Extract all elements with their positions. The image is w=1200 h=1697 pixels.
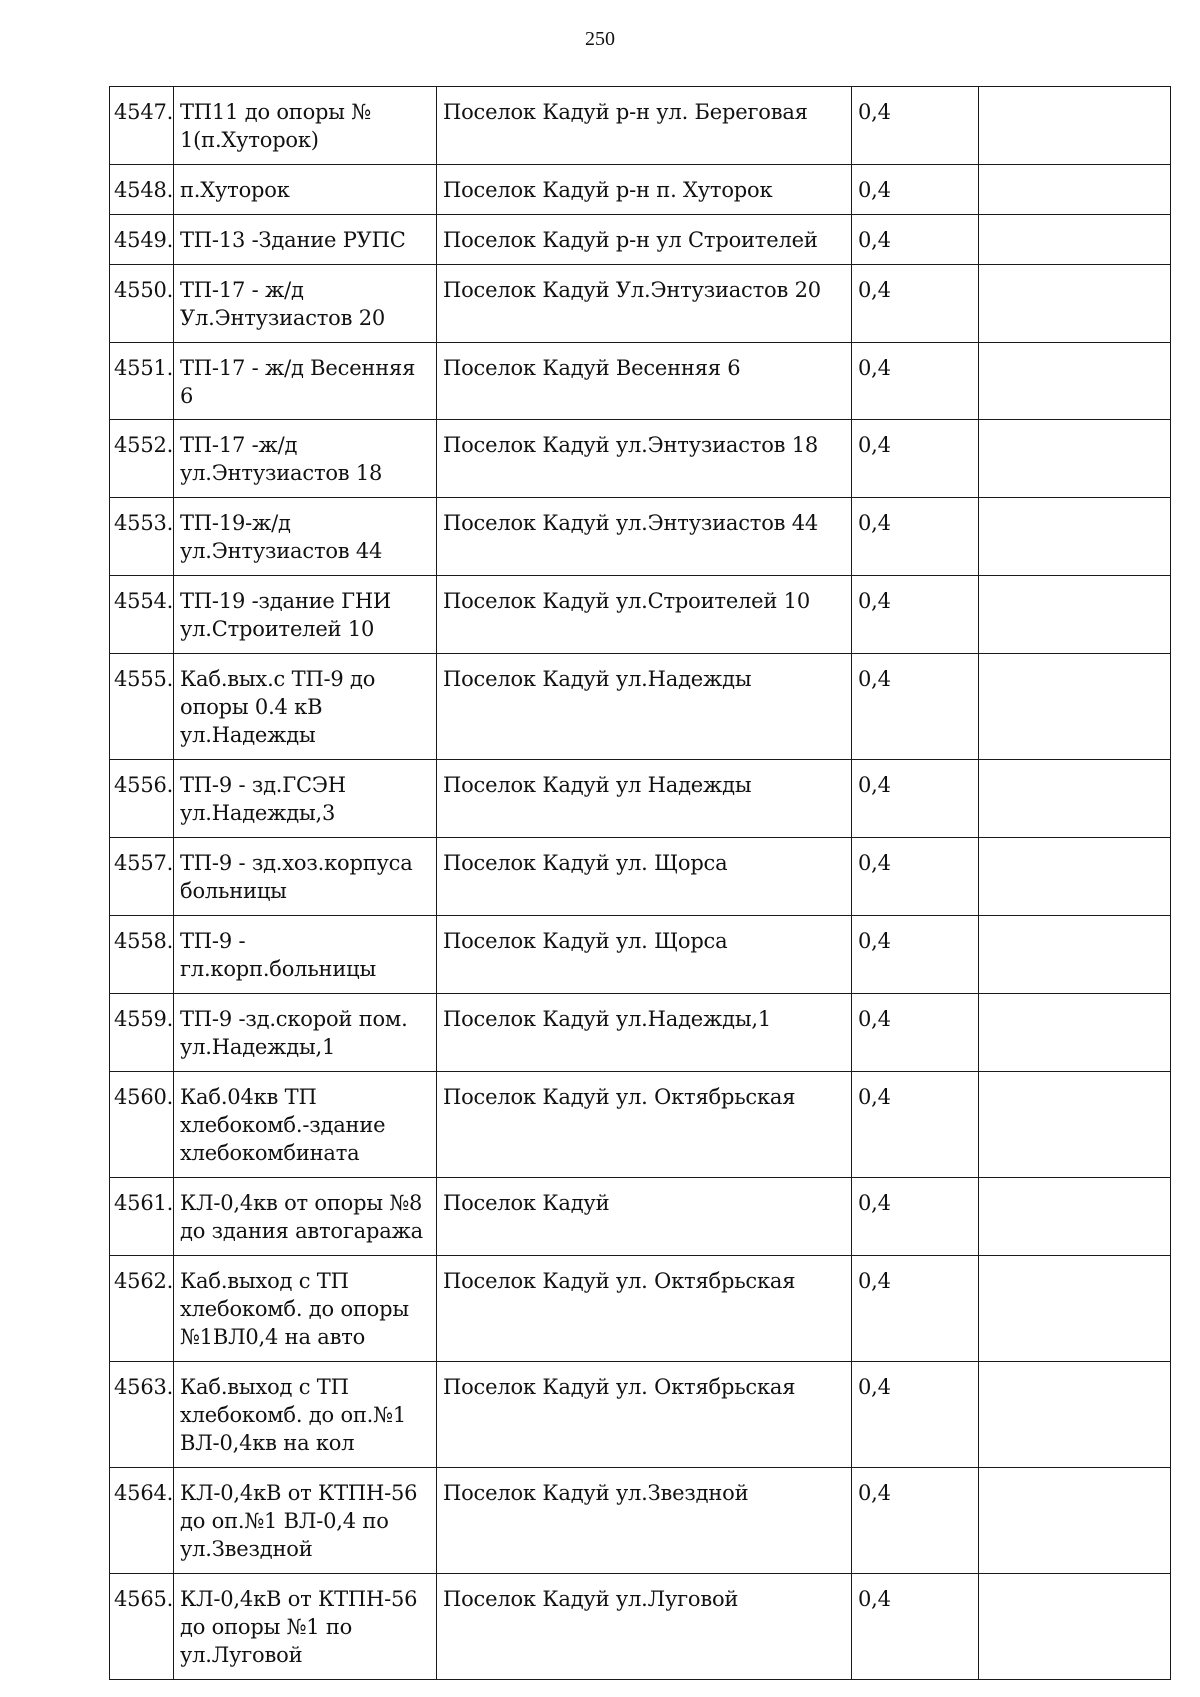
empty-cell [979, 1072, 1171, 1178]
table-row [110, 994, 1171, 1072]
empty-cell [979, 1468, 1171, 1574]
table-row [110, 498, 1171, 576]
row-number: 4555. [110, 654, 174, 760]
empty-cell [979, 760, 1171, 838]
row-number: 4557. [110, 838, 174, 916]
object-name: КЛ-0,4кВ от КТПН-56 до оп.№1 ВЛ-0,4 по ул.Звездной [174, 1468, 437, 1574]
row-number: 4559. [110, 994, 174, 1072]
voltage-value: 0,4 [852, 1178, 979, 1256]
voltage-value: 0,4 [852, 87, 979, 165]
voltage-value: 0,4 [852, 1574, 979, 1680]
object-address: Поселок Кадуй ул.Звездной [437, 1468, 852, 1574]
object-address: Поселок Кадуй Весенняя 6 [437, 343, 852, 420]
table-row [110, 576, 1171, 654]
object-name: Каб.выход с ТП хлебокомб. до опоры №1ВЛ0,4 на авто [174, 1256, 437, 1362]
table-row [110, 165, 1171, 215]
row-number: 4562. [110, 1256, 174, 1362]
voltage-value: 0,4 [852, 265, 979, 343]
voltage-value: 0,4 [852, 1256, 979, 1362]
empty-cell [979, 498, 1171, 576]
object-name: п.Хуторок [174, 165, 437, 215]
table-row [110, 1574, 1171, 1680]
object-name: КЛ-0,4кв от опоры №8 до здания автогаража [174, 1178, 437, 1256]
object-name: Каб.04кв ТП хлебокомб.-здание хлебокомбината [174, 1072, 437, 1178]
object-address: Поселок Кадуй р-н ул. Береговая [437, 87, 852, 165]
voltage-value: 0,4 [852, 994, 979, 1072]
voltage-value: 0,4 [852, 215, 979, 265]
row-number: 4565. [110, 1574, 174, 1680]
page-number: 250 [585, 28, 615, 50]
object-address: Поселок Кадуй ул.Энтузиастов 18 [437, 420, 852, 498]
table-row [110, 265, 1171, 343]
object-address: Поселок Кадуй ул. Октябрьская [437, 1362, 852, 1468]
table-row [110, 87, 1171, 165]
table-row [110, 420, 1171, 498]
empty-cell [979, 838, 1171, 916]
table-row [110, 343, 1171, 420]
empty-cell [979, 215, 1171, 265]
row-number: 4549. [110, 215, 174, 265]
voltage-value: 0,4 [852, 916, 979, 994]
object-name: ТП-19 -здание ГНИ ул.Строителей 10 [174, 576, 437, 654]
object-name: ТП-19-ж/д ул.Энтузиастов 44 [174, 498, 437, 576]
object-address: Поселок Кадуй ул.Надежды [437, 654, 852, 760]
object-address: Поселок Кадуй Ул.Энтузиастов 20 [437, 265, 852, 343]
empty-cell [979, 916, 1171, 994]
empty-cell [979, 165, 1171, 215]
object-name: ТП-17 - ж/д Весенняя 6 [174, 343, 437, 420]
empty-cell [979, 343, 1171, 420]
row-number: 4551. [110, 343, 174, 420]
object-name: ТП-13 -Здание РУПС [174, 215, 437, 265]
registry-table [109, 86, 1171, 1680]
object-address: Поселок Кадуй ул. Октябрьская [437, 1072, 852, 1178]
row-number: 4552. [110, 420, 174, 498]
voltage-value: 0,4 [852, 1072, 979, 1178]
row-number: 4564. [110, 1468, 174, 1574]
empty-cell [979, 1256, 1171, 1362]
row-number: 4561. [110, 1178, 174, 1256]
row-number: 4560. [110, 1072, 174, 1178]
voltage-value: 0,4 [852, 1468, 979, 1574]
object-name: ТП-9 - зд.ГСЭН ул.Надежды,3 [174, 760, 437, 838]
object-address: Поселок Кадуй р-н ул Строителей [437, 215, 852, 265]
object-name: ТП-9 - гл.корп.больницы [174, 916, 437, 994]
object-address: Поселок Кадуй ул. Щорса [437, 916, 852, 994]
voltage-value: 0,4 [852, 654, 979, 760]
registry-table-body [110, 87, 1171, 1680]
empty-cell [979, 420, 1171, 498]
empty-cell [979, 265, 1171, 343]
voltage-value: 0,4 [852, 343, 979, 420]
object-name: КЛ-0,4кВ от КТПН-56 до опоры №1 по ул.Луговой [174, 1574, 437, 1680]
voltage-value: 0,4 [852, 1362, 979, 1468]
table-row [110, 916, 1171, 994]
table-row [110, 1468, 1171, 1574]
table-row [110, 215, 1171, 265]
empty-cell [979, 87, 1171, 165]
row-number: 4554. [110, 576, 174, 654]
object-address: Поселок Кадуй [437, 1178, 852, 1256]
voltage-value: 0,4 [852, 498, 979, 576]
object-address: Поселок Кадуй ул.Надежды,1 [437, 994, 852, 1072]
empty-cell [979, 576, 1171, 654]
object-name: ТП-9 - зд.хоз.корпуса больницы [174, 838, 437, 916]
empty-cell [979, 654, 1171, 760]
table-row [110, 760, 1171, 838]
table-row [110, 1362, 1171, 1468]
object-name: ТП-17 - ж/д Ул.Энтузиастов 20 [174, 265, 437, 343]
empty-cell [979, 1362, 1171, 1468]
object-name: Каб.выход с ТП хлебокомб. до оп.№1 ВЛ-0,4кв на кол [174, 1362, 437, 1468]
table-row [110, 654, 1171, 760]
empty-cell [979, 1178, 1171, 1256]
empty-cell [979, 1574, 1171, 1680]
object-name: ТП-17 -ж/д ул.Энтузиастов 18 [174, 420, 437, 498]
table-row [110, 1256, 1171, 1362]
table-row [110, 838, 1171, 916]
object-name: ТП-9 -зд.скорой пом. ул.Надежды,1 [174, 994, 437, 1072]
object-name: Каб.вых.с ТП-9 до опоры 0.4 кВ ул.Надежды [174, 654, 437, 760]
object-address: Поселок Кадуй ул.Строителей 10 [437, 576, 852, 654]
row-number: 4550. [110, 265, 174, 343]
object-address: Поселок Кадуй ул. Октябрьская [437, 1256, 852, 1362]
row-number: 4558. [110, 916, 174, 994]
voltage-value: 0,4 [852, 760, 979, 838]
object-address: Поселок Кадуй ул.Луговой [437, 1574, 852, 1680]
object-address: Поселок Кадуй ул.Энтузиастов 44 [437, 498, 852, 576]
voltage-value: 0,4 [852, 165, 979, 215]
object-address: Поселок Кадуй ул Надежды [437, 760, 852, 838]
empty-cell [979, 994, 1171, 1072]
table-row [110, 1178, 1171, 1256]
voltage-value: 0,4 [852, 420, 979, 498]
object-address: Поселок Кадуй ул. Щорса [437, 838, 852, 916]
row-number: 4563. [110, 1362, 174, 1468]
voltage-value: 0,4 [852, 576, 979, 654]
table-row [110, 1072, 1171, 1178]
voltage-value: 0,4 [852, 838, 979, 916]
row-number: 4553. [110, 498, 174, 576]
row-number: 4548. [110, 165, 174, 215]
object-address: Поселок Кадуй р-н п. Хуторок [437, 165, 852, 215]
object-name: ТП11 до опоры № 1(п.Хуторок) [174, 87, 437, 165]
row-number: 4547. [110, 87, 174, 165]
row-number: 4556. [110, 760, 174, 838]
